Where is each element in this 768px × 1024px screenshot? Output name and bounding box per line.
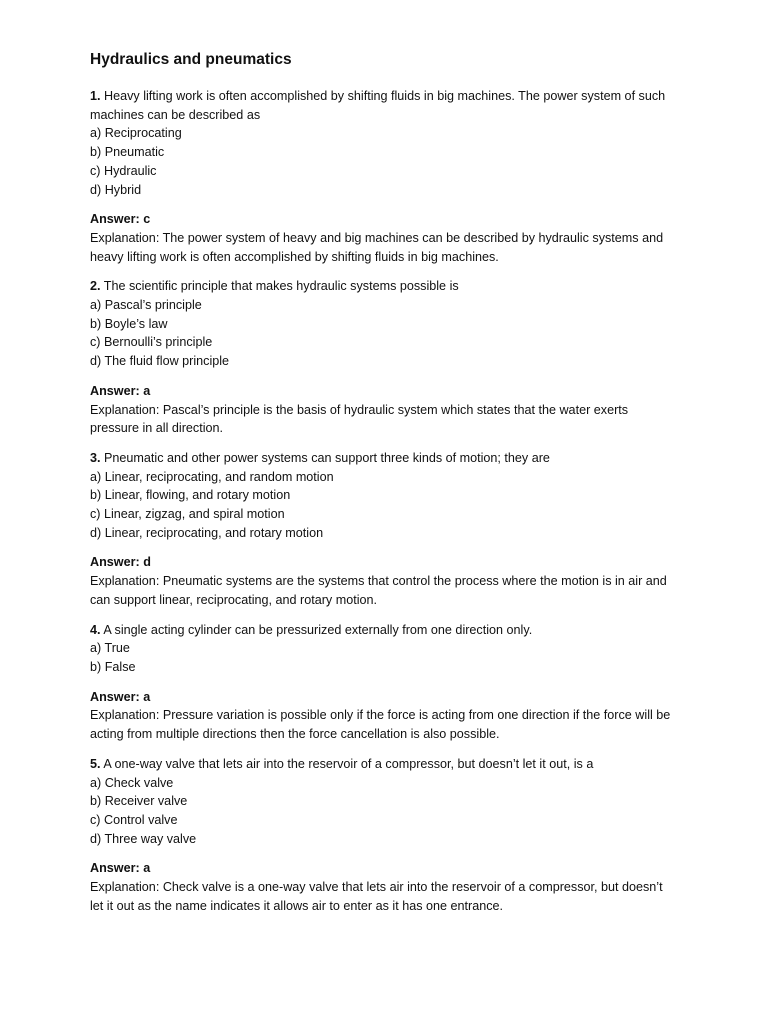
question-5 [90,755,676,916]
explanation-text: Explanation: Pneumatic systems are the systems that control the process where the motion is in air and can support linear, reciprocating, and rotary motion. [90,574,667,607]
question-3 [90,449,676,610]
question-text [90,277,676,296]
answer-value: a [143,689,151,704]
answer-line [90,210,676,229]
answer-block [90,553,676,609]
question-text [90,449,676,468]
explanation-text: Explanation: The power system of heavy and big machines can be described by hydraulic systems and heavy lifting work is often accomplished by shifting fluids in big machines. [90,230,664,264]
option-d: d) The fluid flow principle [90,354,230,369]
option-a: a) Pascal’s principle [90,298,202,313]
question-2 [90,277,676,438]
question-number: 3. [90,450,101,465]
answer-line [90,859,676,878]
question-text [90,621,676,640]
answer-block [90,688,676,744]
option-a: a) Linear, reciprocating, and random motion [90,469,334,484]
option-c: c) Bernoulli’s principle [90,335,213,350]
question-stem: Pneumatic and other power systems can support three kinds of motion; they are [104,450,550,465]
question-text [90,87,676,124]
explanation-text: Explanation: Check valve is a one-way valve that lets air into the reservoir of a compressor, but doesn’t let it out as the name indicates it allows air to enter as it has one entrance. [90,880,663,913]
option-b: b) Linear, flowing, and rotary motion [90,488,291,503]
option-a: a) True [90,641,130,656]
question-number: 5. [90,756,101,771]
option-d: d) Hybrid [90,182,142,197]
answer-line [90,688,676,707]
question-stem: Heavy lifting work is often accomplished by shifting fluids in big machines. The power system of such machines can be described as [90,89,666,122]
option-a: a) Check valve [90,775,174,790]
option-d: d) Three way valve [90,831,197,846]
question-4 [90,621,676,744]
answer-block [90,859,676,915]
answer-line [90,553,676,572]
answer-label: Answer: [90,212,140,227]
answer-value: a [143,383,151,398]
option-b: b) False [90,659,136,674]
answer-label: Answer: [90,383,140,398]
answer-value: a [143,861,151,876]
question-1 [90,87,676,266]
answer-line [90,382,676,401]
question-stem: A one-way valve that lets air into the reservoir of a compressor, but doesn’t let it out, is a [103,756,594,771]
question-text [90,755,676,774]
answer-label: Answer: [90,555,140,570]
answer-value: c [143,212,151,227]
answer-value: d [143,555,151,570]
options-list [90,468,676,543]
option-b: b) Pneumatic [90,145,165,160]
question-stem: The scientific principle that makes hydraulic systems possible is [103,279,459,294]
answer-label: Answer: [90,689,140,704]
options-list [90,124,676,199]
question-number: 4. [90,622,101,637]
question-number: 2. [90,279,101,294]
explanation-text: Explanation: Pascal’s principle is the basis of hydraulic system which states that the water exerts pressure in all direction. [90,402,629,436]
question-stem: A single acting cylinder can be pressurized externally from one direction only. [103,622,533,637]
option-b: b) Boyle’s law [90,316,168,331]
options-list [90,639,676,676]
page-title: Hydraulics and pneumatics [90,51,292,68]
answer-block [90,210,676,266]
option-c: c) Linear, zigzag, and spiral motion [90,507,285,522]
answer-block [90,382,676,438]
option-c: c) Control valve [90,812,178,827]
question-number: 1. [90,89,101,103]
options-list [90,774,676,849]
options-list [90,296,676,371]
option-a: a) Reciprocating [90,126,182,141]
explanation-text: Explanation: Pressure variation is possible only if the force is acting from one direction if the force will be acting from multiple directions then the force cancellation is also possible. [90,708,671,742]
option-c: c) Hydraulic [90,163,157,178]
answer-label: Answer: [90,861,140,876]
option-b: b) Receiver valve [90,794,188,809]
option-d: d) Linear, reciprocating, and rotary motion [90,525,324,540]
